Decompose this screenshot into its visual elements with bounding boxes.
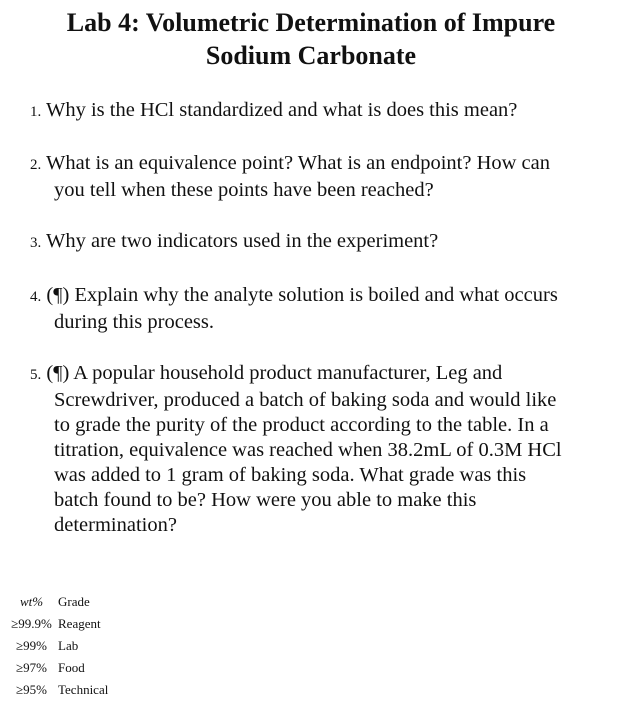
question-text: (¶) Explain why the analyte solution is boiled and what occurs <box>46 284 558 306</box>
wt-cell: ≥99.9% <box>11 616 52 631</box>
question-2 <box>30 151 615 203</box>
question-text: Why is the HCl standardized and what is does this mean? <box>46 99 518 121</box>
question-number: 5. <box>30 367 42 383</box>
table-row <box>7 635 108 657</box>
wt-cell: ≥97% <box>16 660 47 675</box>
question-number: 2. <box>30 157 42 173</box>
question-text: batch found to be? How were you able to make this <box>54 489 477 511</box>
table-row <box>7 657 108 679</box>
title-line-2: Sodium Carbonate <box>205 41 417 70</box>
grade-table <box>7 591 108 701</box>
table-row <box>7 679 108 701</box>
question-5 <box>30 361 615 538</box>
grade-cell: Reagent <box>58 616 101 631</box>
question-1 <box>30 98 615 125</box>
question-text: was added to 1 gram of baking soda. What grade was this <box>54 464 527 486</box>
question-number: 3. <box>30 235 42 251</box>
question-text: (¶) A popular household product manufacturer, Leg and <box>46 362 503 384</box>
question-3 <box>30 229 615 256</box>
table-row <box>7 613 108 635</box>
wt-header: wt% <box>19 594 44 609</box>
question-text: determination? <box>54 514 177 536</box>
question-text: you tell when these points have been reached? <box>54 179 434 201</box>
grade-cell: Lab <box>58 638 79 653</box>
question-4 <box>30 283 615 335</box>
grade-cell: Food <box>58 660 85 675</box>
question-text: to grade the purity of the product according to the table. In a <box>54 414 549 436</box>
grade-header: Grade <box>58 594 90 609</box>
question-number: 1. <box>30 104 42 120</box>
grade-table-header <box>7 591 108 613</box>
question-text: during this process. <box>54 311 214 333</box>
wt-cell: ≥99% <box>16 638 47 653</box>
wt-cell: ≥95% <box>16 682 47 697</box>
grade-cell: Technical <box>58 682 109 697</box>
question-text: titration, equivalence was reached when 38.2mL of 0.3M HCl <box>54 439 562 461</box>
question-number: 4. <box>30 289 42 305</box>
question-text: Why are two indicators used in the experiment? <box>46 230 439 252</box>
question-text: Screwdriver, produced a batch of baking soda and would like <box>54 389 557 411</box>
title-line-1: Lab 4: Volumetric Determination of Impure <box>66 8 556 37</box>
question-text: What is an equivalence point? What is an endpoint? How can <box>46 152 550 174</box>
page-title <box>0 6 622 72</box>
